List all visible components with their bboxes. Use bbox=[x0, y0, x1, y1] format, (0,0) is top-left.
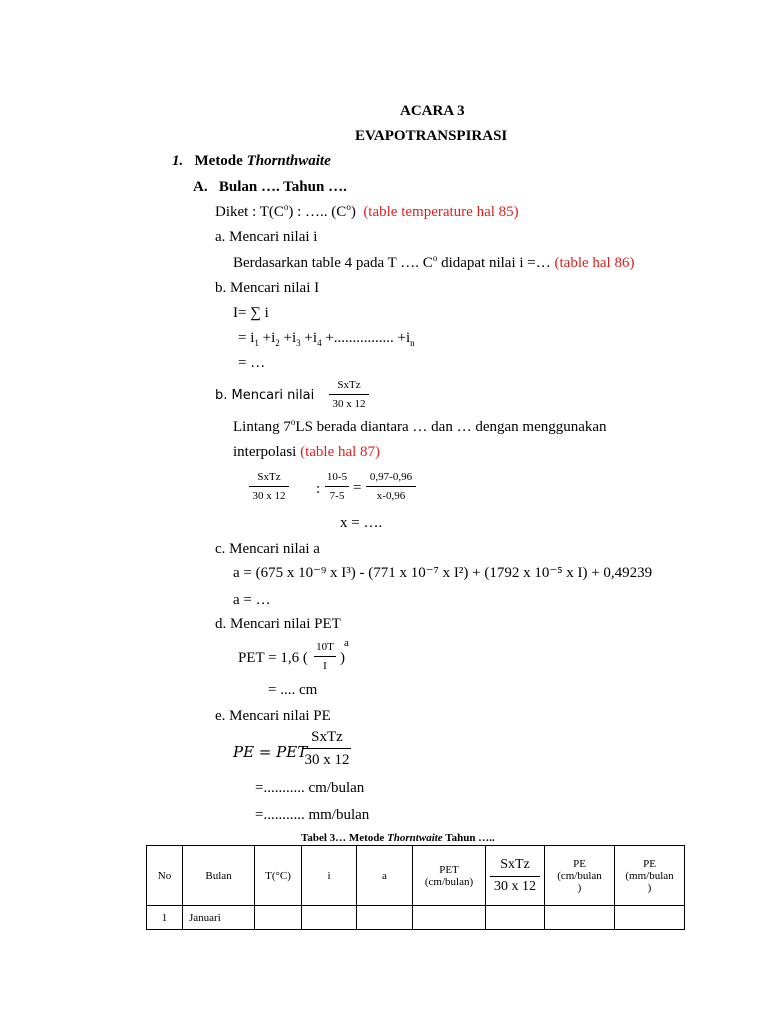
step-b1-result: = … bbox=[238, 355, 266, 371]
table-caption: Tabel 3… Metode Thorntwaite Tahun ….. bbox=[301, 832, 495, 844]
step-e-result-cm: =........... cm/bulan bbox=[255, 780, 365, 796]
section-label: Metode bbox=[194, 153, 243, 169]
data-table bbox=[146, 845, 685, 930]
cell-bulan: Januari bbox=[183, 906, 255, 930]
step-b1-expansion: = $i_1 +i_2 +i_3 +i_4$ +................ $+i_n$ bbox=[238, 330, 415, 348]
step-d-close-paren: ) bbox=[340, 650, 345, 666]
step-a-heading: a. Mencari nilai i bbox=[215, 229, 318, 245]
step-b2-fraction: SxTz 30 x 12 bbox=[329, 380, 369, 410]
section-method: Thornthwaite bbox=[246, 153, 331, 169]
step-a-reference: (table hal 86) bbox=[554, 255, 635, 271]
interp-fraction-left: 10-5 7-5 bbox=[326, 471, 348, 502]
step-d-result: = .... cm bbox=[268, 682, 318, 698]
step-b2-heading: b. Mencari nilai bbox=[215, 388, 315, 403]
step-d-fraction: 10T I bbox=[314, 642, 336, 672]
cell-pet bbox=[413, 906, 486, 930]
page-title: ACARA 3 bbox=[400, 103, 465, 119]
step-b2-reference: (table hal 87) bbox=[300, 444, 381, 460]
header-a: a bbox=[357, 846, 413, 906]
section-heading bbox=[172, 154, 331, 169]
table-header-row bbox=[147, 846, 685, 906]
cell-a bbox=[357, 906, 413, 930]
step-b2-interpolasi: interpolasi (table hal 87) bbox=[233, 444, 381, 460]
step-b2-lintang: Lintang 7$^o$LS berada diantara … dan … dengan menggunakan bbox=[233, 417, 607, 435]
header-no: No bbox=[147, 846, 183, 906]
step-e-lhs: PE = PET bbox=[233, 743, 308, 761]
interp-result: x = …. bbox=[340, 515, 383, 531]
step-d-pet-lhs: PET = 1,6 ( bbox=[238, 650, 308, 666]
step-c-result: a = … bbox=[233, 592, 271, 608]
cell-pe-cm bbox=[545, 906, 615, 930]
step-e-fraction: SxTz 30 x 12 bbox=[304, 729, 350, 768]
header-pe-cm: PE (cm/bulan ) bbox=[545, 846, 615, 906]
diket-reference: (table temperature hal 85) bbox=[363, 204, 519, 220]
step-d-exponent: a bbox=[344, 637, 349, 649]
step-c-heading: c. Mencari nilai a bbox=[215, 541, 320, 557]
page-subtitle: EVAPOTRANSPIRASI bbox=[355, 128, 508, 144]
header-pe-mm: PE (mm/bulan ) bbox=[615, 846, 685, 906]
table-row bbox=[147, 906, 685, 930]
cell-sxtz bbox=[486, 906, 545, 930]
step-e-result-mm: =........... mm/bulan bbox=[255, 807, 370, 823]
header-pet: PET (cm/bulan) bbox=[413, 846, 486, 906]
interp-fraction-sxtz: SxTz 30 x 12 bbox=[249, 472, 289, 502]
cell-temperature bbox=[255, 906, 302, 930]
step-a-line: Berdasarkan table 4 pada T …. $C^o$ didapat nilai i =… (table hal 86) bbox=[233, 253, 635, 271]
cell-no: 1 bbox=[147, 906, 183, 930]
step-b1-sum: I= ∑ i bbox=[233, 305, 269, 321]
subsection-heading: A. Bulan …. Tahun …. bbox=[193, 179, 347, 195]
header-temperature: T(°C) bbox=[255, 846, 302, 906]
step-c-formula: a = (675 x 10⁻⁹ x I³) - (771 x 10⁻⁷ x I²) + (1792 x 10⁻⁵ x I) + 0,49239 bbox=[233, 565, 653, 581]
step-d-heading: d. Mencari nilai PET bbox=[215, 616, 341, 632]
step-e-heading: e. Mencari nilai PE bbox=[215, 708, 331, 724]
section-number: 1. bbox=[172, 153, 184, 169]
cell-i bbox=[302, 906, 357, 930]
header-i: i bbox=[302, 846, 357, 906]
cell-pe-mm bbox=[615, 906, 685, 930]
diket-line: Diket : $T(C^o)$ : ….. $(C^o)$ (table temperature hal 85) bbox=[215, 202, 519, 220]
interp-fraction-right: 0,97-0,96 x-0,96 bbox=[366, 472, 416, 502]
step-b1-heading: b. Mencari nilai I bbox=[215, 280, 320, 296]
interp-equals: = bbox=[353, 480, 362, 496]
header-sxtz: SxTz 30 x 12 bbox=[486, 846, 545, 906]
interp-colon: : bbox=[316, 481, 321, 497]
header-bulan: Bulan bbox=[183, 846, 255, 906]
